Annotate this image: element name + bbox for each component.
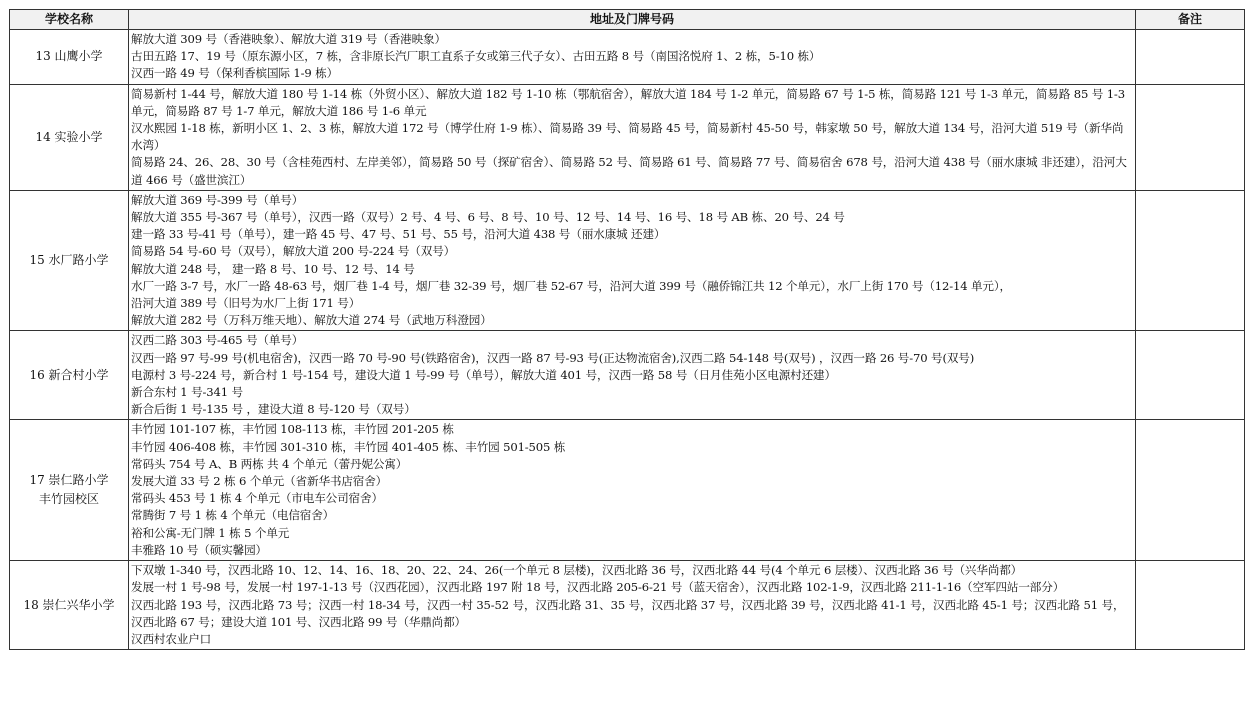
- note-cell: [1136, 190, 1245, 331]
- address-line: 常腾街 7 号 1 栋 4 个单元（电信宿舍）: [131, 508, 335, 523]
- address-line: 发展大道 33 号 2 栋 6 个单元（省新华书店宿舍）: [131, 474, 388, 489]
- table-row: [10, 30, 1245, 85]
- address-line: 常码头 754 号 A、B 两栋 共 4 个单元（蕾丹妮公寓）: [131, 456, 408, 471]
- table-row: [10, 84, 1245, 190]
- school-name-cell: [10, 190, 129, 331]
- school-name-cell: [10, 30, 129, 85]
- address-line: 建一路 33 号-41 号（单号），建一路 45 号、47 号、51 号、55 号，沿河大道 438 号（丽水康城 还建）: [131, 227, 666, 242]
- address-cell: [129, 84, 1136, 190]
- address-line: 解放大道 369 号-399 号（单号）: [131, 192, 304, 207]
- school-district-table-wrapper: [9, 9, 1244, 650]
- school-name: 17 崇仁路小学: [29, 473, 109, 488]
- address-cell: [129, 30, 1136, 85]
- address-line: 汉西北路 193 号，汉西北路 73 号；汉西一村 18-34 号，汉西一村 35-52 号，汉西北路 31、35 号，汉西北路 37 号，汉西北路 39 号，汉西北路 41-1 号，汉西北路 45-1 号；汉西北路 51 号，汉西北路 67 号；建设大道 101 号、汉西北路 99 号（华鼎尚都）: [131, 597, 1125, 629]
- school-name: 18 崇仁兴华小学: [23, 597, 115, 612]
- table-body: [10, 30, 1245, 650]
- address-line: 新合后街 1 号-135 号 ，建设大道 8 号-120 号（双号）: [131, 402, 416, 417]
- school-name: 13 山鹰小学: [35, 49, 103, 64]
- table-row: [10, 561, 1245, 650]
- address-line: 新合东村 1 号-341 号: [131, 385, 243, 400]
- address-line: 丰雅路 10 号（硕实馨园）: [131, 542, 267, 557]
- address-line: 丰竹园 101-107 栋，丰竹园 108-113 栋，丰竹园 201-205 栋: [131, 422, 454, 437]
- address-line: 汉水熙园 1-18 栋，新明小区 1、2、3 栋，解放大道 172 号（博学仕府 1-9 栋）、简易路 39 号、简易路 45 号，简易新村 45-50 号，韩家墩 50 号，解放大道 134 号，沿河大道 519 号（新华尚水湾）: [131, 121, 1124, 153]
- header-note: 备注: [1136, 10, 1245, 30]
- table-row: [10, 331, 1245, 420]
- school-name-cell: [10, 331, 129, 420]
- note-cell: [1136, 331, 1245, 420]
- address-cell: [129, 190, 1136, 331]
- school-name: 丰竹园校区: [38, 492, 99, 507]
- address-line: 简易路 54 号-60 号（双号），解放大道 200 号-224 号（双号）: [131, 244, 456, 259]
- address-cell: [129, 420, 1136, 561]
- address-line: 汉西一路 49 号（保利香槟国际 1-9 栋）: [131, 66, 339, 81]
- note-cell: [1136, 420, 1245, 561]
- school-name: 16 新合村小学: [29, 367, 109, 382]
- table-row: [10, 190, 1245, 331]
- address-line: 简易新村 1-44 号，解放大道 180 号 1-14 栋（外贸小区）、解放大道 182 号 1-10 栋（鄂航宿舍），解放大道 184 号 1-2 单元，简易路 67 号 1-5 栋，简易路 121 号 1-3 单元，简易路 85 号 1-3 单元，简易路 87 号 1-7 单元，解放大道 186 号 1-6 单元: [131, 86, 1125, 118]
- note-cell: [1136, 30, 1245, 85]
- school-name-cell: [10, 561, 129, 650]
- table-header-row: [10, 10, 1245, 30]
- address-cell: [129, 331, 1136, 420]
- address-line: 汉西二路 303 号-465 号（单号）: [131, 333, 304, 348]
- school-district-table: [9, 9, 1245, 650]
- address-line: 下双墩 1-340 号，汉西北路 10、12、14、16、18、20、22、24、26(一个单元 8 层楼)，汉西北路 36 号，汉西北路 44 号(4 个单元 6 层楼）、汉西北路 36 号（兴华尚都）: [131, 563, 1023, 578]
- address-line: 简易路 24、26、28、30 号（含桂苑西村、左岸美邻），简易路 50 号（探矿宿舍）、简易路 52 号、简易路 61 号、简易路 77 号、简易宿舍 678 号，沿河大道 438 号（丽水康城 非还建），沿河大道 466 号（盛世滨江）: [131, 155, 1127, 187]
- address-line: 裕和公寓-无门牌 1 栋 5 个单元: [131, 525, 290, 540]
- school-name-cell: [10, 84, 129, 190]
- address-line: 汉西村农业户口: [131, 631, 212, 646]
- address-line: 常码头 453 号 1 栋 4 个单元（市电车公司宿舍）: [131, 491, 383, 506]
- address-line: 古田五路 17、19 号（原东源小区，7 栋，含非原长汽厂职工直系子女或第三代子女）、古田五路 8 号（南国洺悦府 1、2 栋，5-10 栋）: [131, 49, 821, 64]
- address-line: 沿河大道 389 号（旧号为水厂上街 171 号）: [131, 296, 361, 311]
- address-line: 丰竹园 406-408 栋，丰竹园 301-310 栋，丰竹园 401-405 栋、丰竹园 501-505 栋: [131, 439, 566, 454]
- address-line: 解放大道 248 号， 建一路 8 号、10 号、12 号、14 号: [131, 261, 415, 276]
- address-line: 电源村 3 号-224 号，新合村 1 号-154 号，建设大道 1 号-99 号（单号），解放大道 401 号，汉西一路 58 号（日月佳苑小区电源村还建）: [131, 367, 836, 382]
- school-name: 15 水厂路小学: [29, 253, 109, 268]
- address-line: 水厂一路 3-7 号，水厂一路 48-63 号，烟厂巷 1-4 号，烟厂巷 32-39 号，烟厂巷 52-67 号，沿河大道 399 号（融侨锦江共 12 个单元），水厂上街 170 号（12-14 单元），: [131, 278, 1011, 293]
- address-cell: [129, 561, 1136, 650]
- note-cell: [1136, 561, 1245, 650]
- header-school-name: 学校名称: [10, 10, 129, 30]
- address-line: 汉西一路 97 号-99 号(机电宿舍)，汉西一路 70 号-90 号(铁路宿舍)，汉西一路 87 号-93 号(正达物流宿舍),汉西二路 54-148 号(双号) ，汉西一路 26 号-70 号(双号): [131, 350, 975, 365]
- address-line: 解放大道 309 号（香港映象）、解放大道 319 号（香港映象）: [131, 32, 446, 46]
- address-line: 发展一村 1 号-98 号，发展一村 197-1-13 号（汉西花园），汉西北路 197 附 18 号，汉西北路 205-6-21 号（蓝天宿舍），汉西北路 102-1-9，汉西北路 211-1-16（空军四站一部分）: [131, 580, 1065, 595]
- note-cell: [1136, 84, 1245, 190]
- address-line: 解放大道 282 号（万科万维天地）、解放大道 274 号（武地万科澄园）: [131, 313, 492, 328]
- header-address: 地址及门牌号码: [129, 10, 1136, 30]
- table-row: [10, 420, 1245, 561]
- school-name: 14 实验小学: [35, 129, 103, 144]
- address-line: 解放大道 355 号-367 号（单号），汉西一路（双号）2 号、4 号、6 号、8 号、10 号、12 号、14 号、16 号、18 号 AB 栋、20 号、24 号: [131, 210, 845, 225]
- school-name-cell: [10, 420, 129, 561]
